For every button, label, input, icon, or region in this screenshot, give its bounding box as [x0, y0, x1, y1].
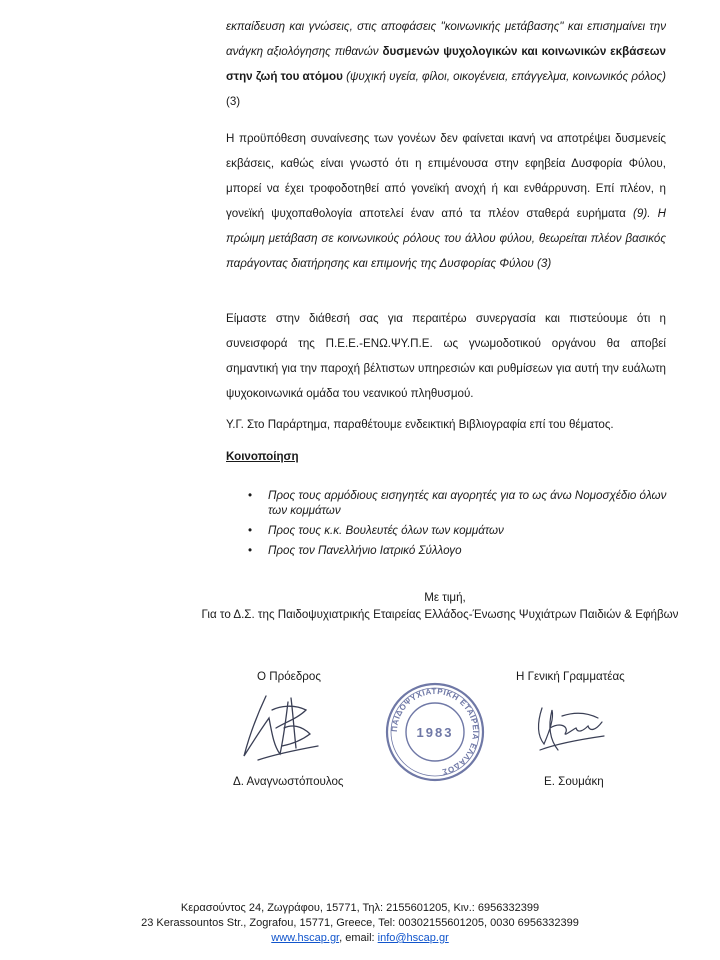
society-stamp-icon — [383, 680, 487, 784]
footer-address-greek: Κερασούντος 24, Ζωγράφου, 15771, Τηλ: 2155601205, Κιν.: 6956332399 — [180, 902, 540, 914]
website-link[interactable]: www.hscap.gr — [271, 932, 340, 944]
email-link[interactable]: info@hscap.gr — [377, 932, 449, 944]
notification-list — [248, 488, 678, 563]
closing-organization: Για το Δ.Σ. της Παιδοψυχιατρικής Εταιρείας Ελλάδος-Ένωσης Ψυχιάτρων Παιδιών & Εφήβων — [201, 608, 679, 621]
email-label: , email: — [339, 932, 378, 944]
notification-heading: Κοινοποίηση — [226, 450, 299, 463]
bullet-icon: • — [248, 544, 253, 557]
bullet-icon: • — [248, 489, 253, 502]
list-item: • Προς τους αρμόδιους εισηγητές και αγορητές για το ως άνω Νομοσχέδιο όλων των κομμάτων — [248, 489, 667, 517]
bullet-icon: • — [248, 524, 253, 537]
secretary-signature-icon — [532, 700, 612, 760]
president-title: Ο Πρόεδρος — [257, 670, 321, 683]
list-item: • Προς τους κ.κ. Βουλευτές όλων των κομμάτων — [248, 524, 504, 537]
paragraph1-italic-text: εκπαίδευση και γνώσεις, στις αποφάσεις "κοινωνικής μετάβασης" και επισημαίνει την ανάγκη αξιολόγησης πιθανών — [226, 20, 666, 58]
paragraph1-bold-text: δυσμενών ψυχολογικών και κοινωνικών εκβάσεων στην ζωή του ατόμου — [226, 45, 667, 83]
paragraph1-italic-list: (ψυχική υγεία, φίλοι, οικογένεια, επάγγελμα, κοινωνικός ρόλος) — [342, 70, 667, 83]
paragraph2-text: Η προϋπόθεση συναίνεσης των γονέων δεν φαίνεται ικανή να αποτρέψει δυσμενείς εκβάσεις, καθώς είναι γνωστό ότι η επιμένουσα στην εφηβεία Δυσφορία Φύλου, μπορεί να έχει τροφοδοτηθεί από γονεϊκή ανοχή ή και ενθάρρυνση. Επί πλέον, η γονεϊκή ψυχοπαθολογία αποτελεί έναν από τα πλέον σταθερά ευρήματα — [226, 132, 666, 220]
paragraph2-italic-text: (9). Η πρώιμη μετάβαση σε κοινωνικούς ρόλους του άλλου φύλου, θεωρείται πλέον βασικός παράγοντας διατήρησης και επιμονής της Δυσφορίας Φύλου (3) — [226, 207, 666, 270]
secretary-title: Η Γενική Γραμματέας — [516, 670, 625, 683]
closing-greeting: Με τιμή, — [424, 591, 466, 604]
president-signature-icon — [236, 688, 326, 768]
list-item: • Προς τον Πανελλήνιο Ιατρικό Σύλλογο — [248, 544, 462, 557]
stamp-year: 1983 — [416, 725, 454, 740]
footer-contacts — [100, 931, 620, 946]
paragraph1-reference: (3) — [226, 95, 241, 108]
footer — [100, 901, 620, 946]
paragraph-parental-consent — [226, 126, 666, 276]
paragraph-cooperation: Είμαστε στην διάθεσή σας για περαιτέρω συνεργασία και πιστεύουμε ότι η συνεισφορά της Π.Ε.Ε.-ΕΝΩ.ΨΥ.Π.Ε. ως γνωμοδοτικού οργάνου θα αποβεί σημαντική για την παροχή βέλτιστων υπηρεσιών και ρυθμίσεων για αυτή την ευάλωτη ψυχοκοινωνικά ομάδα του νεανικού πληθυσμού. — [226, 312, 666, 400]
stamp-ring-text: ΠΑΙΔΟΨΥΧΙΑΤΡΙΚΗ ΕΤΑΙΡΕΙΑ ΕΛΛΑΔΟΣ — [389, 686, 481, 777]
footer-address-english: 23 Kerassountos Str., Zografou, 15771, Greece, Tel: 00302155601205, 0030 6956332399 — [141, 917, 579, 929]
paragraph-social-transition — [226, 14, 666, 114]
postscript: Υ.Γ. Στο Παράρτημα, παραθέτουμε ενδεικτική Βιβλιογραφία επί του θέματος. — [226, 418, 614, 431]
president-name: Δ. Αναγνωστόπουλος — [233, 775, 344, 788]
secretary-name: Ε. Σουμάκη — [544, 775, 604, 788]
